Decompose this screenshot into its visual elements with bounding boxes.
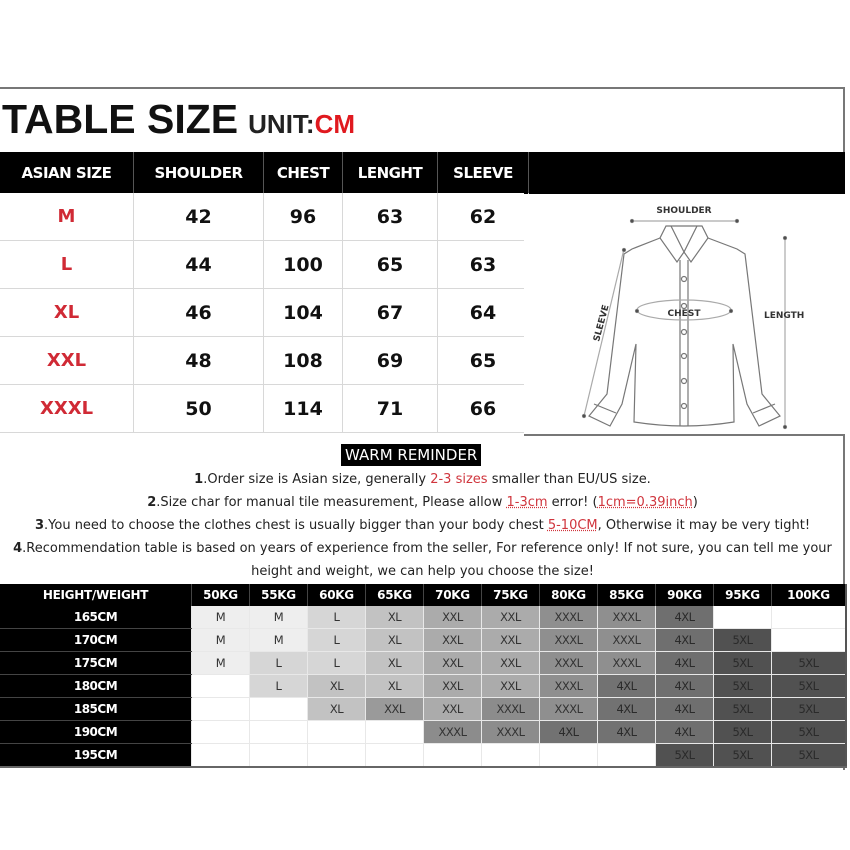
- note-4: 4.Recommendation table is based on years of experience from the seller, For reference only! If not sure, you can tell me your: [13, 541, 832, 556]
- size-table-row: [0, 289, 529, 337]
- size-recommendation-cell: 4XL: [656, 652, 714, 675]
- size-recommendation-cell: [308, 744, 366, 768]
- size-recommendation-cell: L: [308, 629, 366, 652]
- title-main: TABLE SIZE: [2, 96, 239, 142]
- size-recommendation-cell: [424, 744, 482, 768]
- size-recommendation-cell: L: [250, 675, 308, 698]
- size-recommendation-cell: [482, 744, 540, 768]
- size-recommendation-cell: 4XL: [598, 698, 656, 721]
- unit-label: UNIT:: [248, 109, 315, 139]
- size-recommendation-cell: XXXL: [482, 721, 540, 744]
- size-recommendation-cell: XXXL: [540, 675, 598, 698]
- height-label: 165CM: [0, 606, 192, 629]
- diagram-label-sleeve: SLEEVE: [592, 303, 612, 343]
- size-recommendation-cell: XXXL: [598, 629, 656, 652]
- size-recommendation-cell: [192, 675, 250, 698]
- size-label: L: [0, 241, 134, 289]
- page-title: [2, 96, 355, 148]
- unit-value: CM: [314, 109, 356, 139]
- size-recommendation-cell: 4XL: [656, 675, 714, 698]
- weight-header: 70KG: [424, 584, 482, 606]
- size-recommendation-cell: L: [308, 652, 366, 675]
- size-recommendation-cell: 5XL: [714, 629, 772, 652]
- size-recommendation-cell: [714, 606, 772, 629]
- size-recommendation-cell: [250, 744, 308, 768]
- size-recommendation-cell: 5XL: [714, 744, 772, 768]
- size-recommendation-cell: [540, 744, 598, 768]
- length-value: 69: [343, 337, 438, 385]
- size-recommendation-cell: XXXL: [598, 652, 656, 675]
- header-shoulder: SHOULDER: [134, 152, 264, 193]
- size-recommendation-cell: XXL: [366, 698, 424, 721]
- chest-value: 104: [264, 289, 343, 337]
- sleeve-value: 66: [438, 385, 529, 433]
- height-label: 180CM: [0, 675, 192, 698]
- height-row: [0, 606, 846, 629]
- size-recommendation-cell: XXL: [424, 675, 482, 698]
- size-label: XXL: [0, 337, 134, 385]
- weight-header: 85KG: [598, 584, 656, 606]
- chest-value: 108: [264, 337, 343, 385]
- size-recommendation-cell: XXXL: [598, 606, 656, 629]
- size-label: M: [0, 193, 134, 241]
- height-row: [0, 675, 846, 698]
- height-label: 190CM: [0, 721, 192, 744]
- size-recommendation-cell: 4XL: [598, 675, 656, 698]
- size-recommendation-cell: [598, 744, 656, 768]
- weight-header: 75KG: [482, 584, 540, 606]
- size-recommendation-cell: 5XL: [714, 721, 772, 744]
- size-recommendation-cell: [250, 721, 308, 744]
- size-recommendation-cell: M: [250, 606, 308, 629]
- size-recommendation-cell: 5XL: [772, 721, 847, 744]
- size-table-row: [0, 385, 529, 433]
- chest-value: 96: [264, 193, 343, 241]
- size-recommendation-cell: XXXL: [540, 698, 598, 721]
- height-row: [0, 744, 846, 768]
- size-recommendation-cell: 5XL: [656, 744, 714, 768]
- diagram-label-shoulder: SHOULDER: [656, 206, 712, 216]
- size-recommendation-cell: [772, 629, 847, 652]
- size-table-row: [0, 241, 529, 289]
- size-recommendation-cell: XXXL: [482, 698, 540, 721]
- size-recommendation-cell: [192, 698, 250, 721]
- size-recommendation-cell: XXXL: [540, 629, 598, 652]
- weight-header: 90KG: [656, 584, 714, 606]
- size-recommendation-cell: XXL: [424, 629, 482, 652]
- size-recommendation-cell: 4XL: [656, 606, 714, 629]
- height-row: [0, 698, 846, 721]
- weight-header: 100KG: [772, 584, 847, 606]
- shoulder-value: 50: [134, 385, 264, 433]
- sleeve-value: 62: [438, 193, 529, 241]
- size-table-row: [0, 193, 529, 241]
- shoulder-value: 48: [134, 337, 264, 385]
- size-recommendation-cell: XL: [366, 675, 424, 698]
- length-value: 65: [343, 241, 438, 289]
- height-label: 170CM: [0, 629, 192, 652]
- height-row: [0, 629, 846, 652]
- shirt-icon: [524, 194, 845, 434]
- size-recommendation-cell: XL: [308, 698, 366, 721]
- size-recommendation-cell: M: [250, 629, 308, 652]
- size-recommendation-cell: 4XL: [656, 721, 714, 744]
- weight-header: 50KG: [192, 584, 250, 606]
- weight-header: 60KG: [308, 584, 366, 606]
- diagram-label-length: LENGTH: [764, 311, 805, 321]
- size-recommendation-cell: XXXL: [424, 721, 482, 744]
- height-label: 195CM: [0, 744, 192, 768]
- size-recommendation-cell: 5XL: [772, 652, 847, 675]
- header-asian-size: ASIAN SIZE: [0, 152, 134, 193]
- size-recommendation-cell: [192, 744, 250, 768]
- size-recommendation-cell: XXL: [482, 629, 540, 652]
- size-recommendation-cell: XL: [366, 606, 424, 629]
- size-recommendation-cell: XXXL: [540, 606, 598, 629]
- header-length: LENGHT: [343, 152, 438, 193]
- size-recommendation-cell: 5XL: [714, 698, 772, 721]
- size-recommendation-cell: XL: [366, 629, 424, 652]
- shirt-measurement-diagram: [524, 194, 845, 436]
- size-recommendation-cell: 5XL: [714, 652, 772, 675]
- size-recommendation-cell: [250, 698, 308, 721]
- height-row: [0, 721, 846, 744]
- length-value: 67: [343, 289, 438, 337]
- height-weight-table: [0, 584, 847, 768]
- sleeve-value: 63: [438, 241, 529, 289]
- size-recommendation-cell: [366, 721, 424, 744]
- size-recommendation-cell: 4XL: [598, 721, 656, 744]
- size-recommendation-cell: 5XL: [772, 675, 847, 698]
- chest-value: 100: [264, 241, 343, 289]
- size-recommendation-cell: 5XL: [772, 744, 847, 768]
- note-2: 2.Size char for manual tile measurement, Please allow 1-3cm error! (1cm=0.39inch): [147, 495, 698, 510]
- size-recommendation-cell: L: [308, 606, 366, 629]
- size-table-header-row: [0, 152, 529, 193]
- diagram-label-chest: CHEST: [667, 309, 701, 319]
- size-table: [0, 152, 529, 433]
- size-table-row: [0, 337, 529, 385]
- size-recommendation-cell: XXL: [482, 652, 540, 675]
- length-value: 63: [343, 193, 438, 241]
- size-recommendation-cell: XXL: [482, 675, 540, 698]
- size-recommendation-cell: 5XL: [714, 675, 772, 698]
- size-recommendation-cell: [772, 606, 847, 629]
- size-recommendation-cell: 5XL: [772, 698, 847, 721]
- size-recommendation-cell: [192, 721, 250, 744]
- size-recommendation-cell: 4XL: [540, 721, 598, 744]
- shoulder-value: 44: [134, 241, 264, 289]
- length-value: 71: [343, 385, 438, 433]
- size-recommendation-cell: 4XL: [656, 629, 714, 652]
- size-recommendation-cell: [366, 744, 424, 768]
- size-recommendation-cell: M: [192, 629, 250, 652]
- header-sleeve: SLEEVE: [438, 152, 529, 193]
- size-recommendation-cell: L: [250, 652, 308, 675]
- size-recommendation-cell: [308, 721, 366, 744]
- sleeve-value: 65: [438, 337, 529, 385]
- size-recommendation-cell: XXL: [424, 606, 482, 629]
- size-recommendation-cell: M: [192, 652, 250, 675]
- weight-header-row: [0, 584, 846, 606]
- weight-header: 65KG: [366, 584, 424, 606]
- weight-header: 55KG: [250, 584, 308, 606]
- title-unit: [248, 109, 355, 140]
- weight-header: 80KG: [540, 584, 598, 606]
- height-weight-corner: HEIGHT/WEIGHT: [0, 584, 192, 606]
- note-4-continued: height and weight, we can help you choose the size!: [251, 564, 594, 579]
- shoulder-value: 46: [134, 289, 264, 337]
- size-recommendation-cell: XXXL: [540, 652, 598, 675]
- size-recommendation-cell: XXL: [424, 698, 482, 721]
- table-header-fill: [524, 152, 845, 194]
- sleeve-value: 64: [438, 289, 529, 337]
- shoulder-value: 42: [134, 193, 264, 241]
- size-label: XXXL: [0, 385, 134, 433]
- size-recommendation-cell: XL: [366, 652, 424, 675]
- header-chest: CHEST: [264, 152, 343, 193]
- size-recommendation-cell: XXL: [482, 606, 540, 629]
- chest-value: 114: [264, 385, 343, 433]
- reminder-notes: [0, 468, 845, 583]
- size-recommendation-cell: 4XL: [656, 698, 714, 721]
- note-1: 1.Order size is Asian size, generally 2-3 sizes smaller than EU/US size.: [194, 472, 651, 487]
- size-label: XL: [0, 289, 134, 337]
- size-recommendation-cell: XL: [308, 675, 366, 698]
- size-recommendation-cell: XXL: [424, 652, 482, 675]
- note-3: 3.You need to choose the clothes chest is usually bigger than your body chest 5-10CM, Otherwise it may be very tight!: [34, 518, 811, 533]
- warm-reminder-label: WARM REMINDER: [341, 444, 481, 466]
- height-label: 185CM: [0, 698, 192, 721]
- size-recommendation-cell: M: [192, 606, 250, 629]
- weight-header: 95KG: [714, 584, 772, 606]
- height-row: [0, 652, 846, 675]
- height-label: 175CM: [0, 652, 192, 675]
